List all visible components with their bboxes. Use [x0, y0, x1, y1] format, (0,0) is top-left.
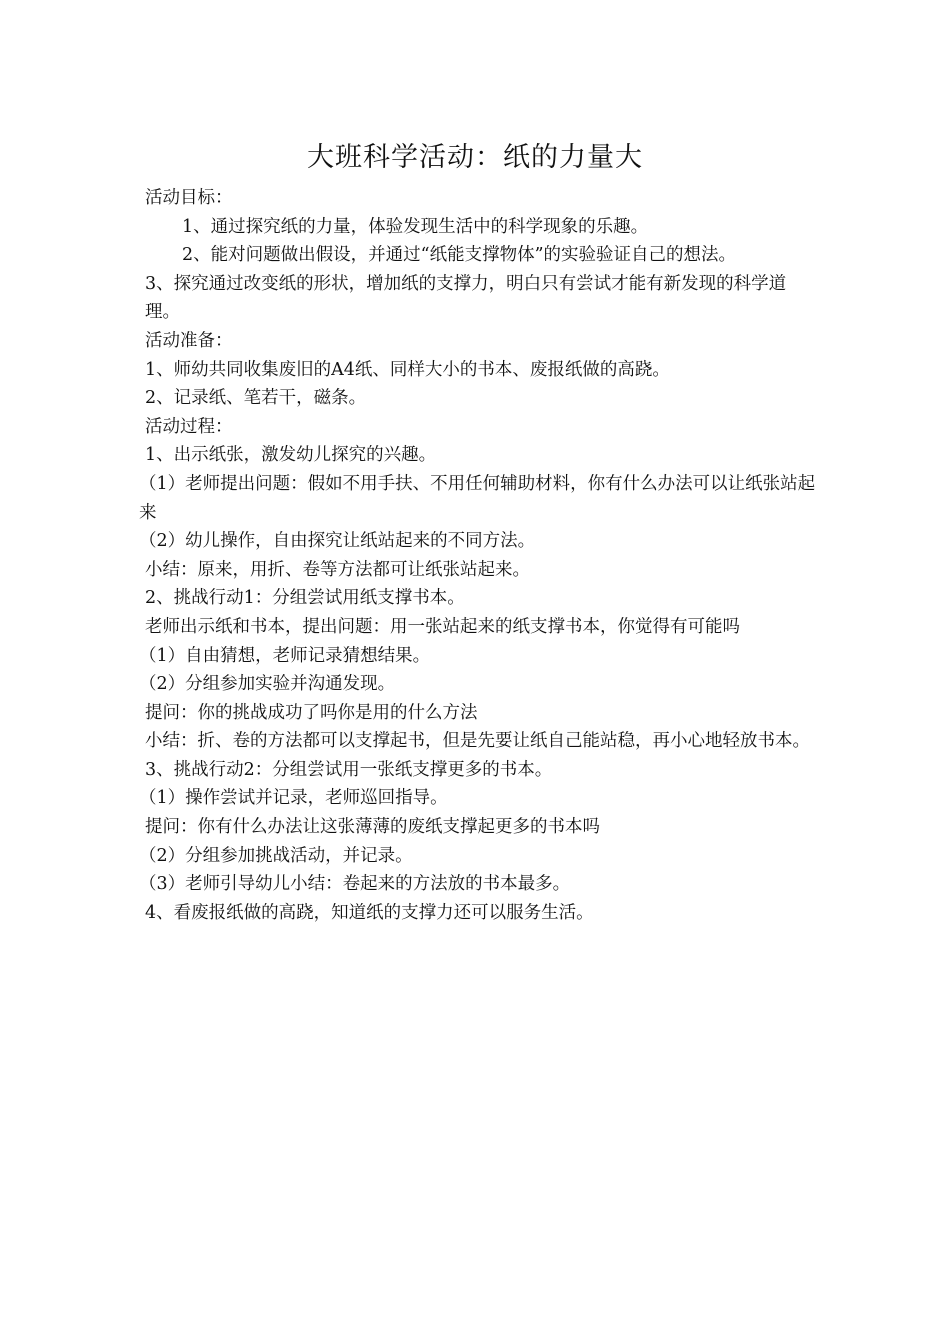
process-substep: （1）操作尝试并记录，老师巡回指导。 [139, 788, 448, 809]
process-substep: （2）分组参加挑战活动，并记录。 [139, 845, 413, 866]
process-question: 提问：你的挑战成功了吗你是用的什么方法 [145, 702, 478, 723]
process-question: 提问：你有什么办法让这张薄薄的废纸支撑起更多的书本吗 [145, 817, 600, 838]
process-substep: （1）自由猜想，老师记录猜想结果。 [139, 645, 431, 666]
process-substep: （3）老师引导幼儿小结：卷起来的方法放的书本最多。 [139, 874, 571, 895]
preparation-item: 2、记录纸、笔若干，磁条。 [145, 388, 367, 409]
process-summary: 小结：折、卷的方法都可以支撑起书，但是先要让纸自己能站稳，再小心地轻放书本。 [145, 731, 810, 752]
process-substep: （2）分组参加实验并沟通发现。 [139, 674, 396, 695]
process-text: 老师出示纸和书本，提出问题：用一张站起来的纸支撑书本，你觉得有可能吗 [145, 616, 740, 637]
process-step: 4、看废报纸做的高跷，知道纸的支撑力还可以服务生活。 [145, 902, 594, 923]
section-heading-process: 活动过程： [145, 416, 233, 437]
preparation-item: 1、师幼共同收集废旧的A4纸、同样大小的书本、废报纸做的高跷。 [145, 359, 670, 380]
section-heading-preparation: 活动准备： [145, 330, 233, 351]
process-substep: （1）老师提出问题：假如不用手扶、不用任何辅助材料，你有什么办法可以让纸张站起来 [139, 473, 816, 523]
process-step: 1、出示纸张，激发幼儿探究的兴趣。 [145, 445, 437, 466]
document-title: 大班科学活动：纸的力量大 [307, 142, 643, 173]
process-summary: 小结：原来，用折、卷等方法都可让纸张站起来。 [145, 559, 530, 580]
document-body [139, 184, 817, 927]
goal-item: 1、通过探究纸的力量，体验发现生活中的科学现象的乐趣。 [182, 216, 649, 237]
section-heading-goals: 活动目标： [145, 188, 233, 208]
process-substep: （2）幼儿操作，自由探究让纸站起来的不同方法。 [139, 531, 536, 552]
goal-item: 2、能对问题做出假设，并通过“纸能支撑物体”的实验验证自己的想法。 [182, 245, 737, 266]
process-step: 3、挑战行动2：分组尝试用一张纸支撑更多的书本。 [145, 759, 553, 780]
goal-item: 3、探究通过改变纸的形状，增加纸的支撑力，明白只有尝试才能有新发现的科学道理。 [145, 273, 787, 323]
process-step: 2、挑战行动1：分组尝试用纸支撑书本。 [145, 588, 465, 609]
